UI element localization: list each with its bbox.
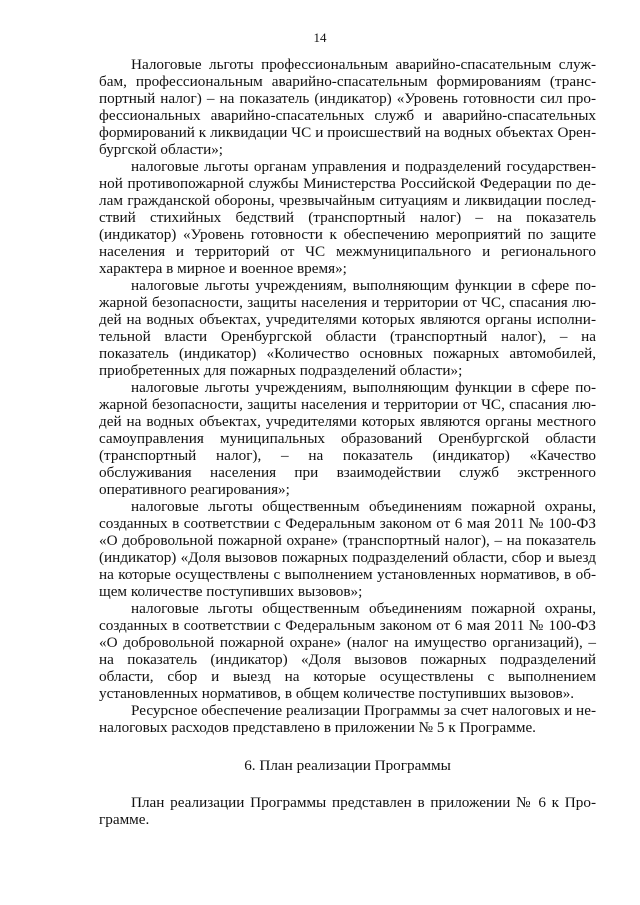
paragraph-volunteer-fire-property-tax: налоговые льготы общественным объединениям пожарной охраны, созданных в соответствии с Федеральным законом от 6 мая 2011 № 100-ФЗ «О добровольной пожарной охране» (налог на имущество организаций), – на показатель (индикатор) «Доля вызовов пожарных подразделений области, сбор и выезд на которые осуществлены с выполнением установленных нормативов, в общем количестве поступивших вызовов». bbox=[99, 600, 596, 702]
paragraph-resource-support: Ресурсное обеспечение реализации Программы за счет налоговых и неналоговых расходов представлено в приложении № 5 к Программе. bbox=[99, 702, 596, 736]
paragraph-emergency-rescue-services: Налоговые льготы профессиональным аварийно-спасательным службам, профессиональным аварийно-спасательным формированиям (транспортный налог) – на показатель (индикатор) «Уровень готовности сил профессиональных аварийно-спасательных служб и аварийно-спасательных формирований к ликвидации ЧС и происшествий на водных объектах Оренбургской области»; bbox=[99, 56, 596, 158]
paragraph-fire-service-bodies: налоговые льготы органам управления и подразделений государственной противопожарной службы Министерства Российской Федерации по делам гражданской обороны, чрезвычайным ситуациям и ликвидации последствий стихийных бедствий (транспортный налог) – на показатель (индикатор) «Уровень готовности к обеспечению мероприятий по защите населения и территорий от ЧС межмуниципального и регионального характера в мирное и военное время»; bbox=[99, 158, 596, 277]
section-heading: 6. План реализации Программы bbox=[244, 757, 451, 774]
paragraph-regional-institutions: налоговые льготы учреждениям, выполняющим функции в сфере пожарной безопасности, защиты населения и территории от ЧС, спасания людей на водных объектах, учредителями которых являются органы исполнительной власти Оренбургской области (транспортный налог), – на показатель (индикатор) «Количество основных пожарных автомобилей, приобретенных для пожарных подразделений области»; bbox=[99, 277, 596, 379]
document-body bbox=[99, 56, 596, 828]
paragraph-volunteer-fire-transport-tax: налоговые льготы общественным объединениям пожарной охраны, созданных в соответствии с Федеральным законом от 6 мая 2011 № 100-ФЗ «О добровольной пожарной охране» (транспортный налог), – на показатель (индикатор) «Доля вызовов пожарных подразделений области, сбор и выезд на которые осуществлены с выполнением установленных нормативов, в общем количестве поступивших вызовов»; bbox=[99, 498, 596, 600]
page-number: 14 bbox=[313, 30, 327, 45]
paragraph-municipal-institutions: налоговые льготы учреждениям, выполняющим функции в сфере пожарной безопасности, защиты населения и территории от ЧС, спасания людей на водных объектах, учредителями которых являются органы местного самоуправления муниципальных образований Оренбургской области (транспортный налог), – на показатель (индикатор) «Качество обслуживания населения при взаимодействии служб экстренного оперативного реагирования»; bbox=[99, 379, 596, 498]
paragraph-implementation-plan: План реализации Программы представлен в приложении № 6 к Программе. bbox=[99, 794, 596, 828]
